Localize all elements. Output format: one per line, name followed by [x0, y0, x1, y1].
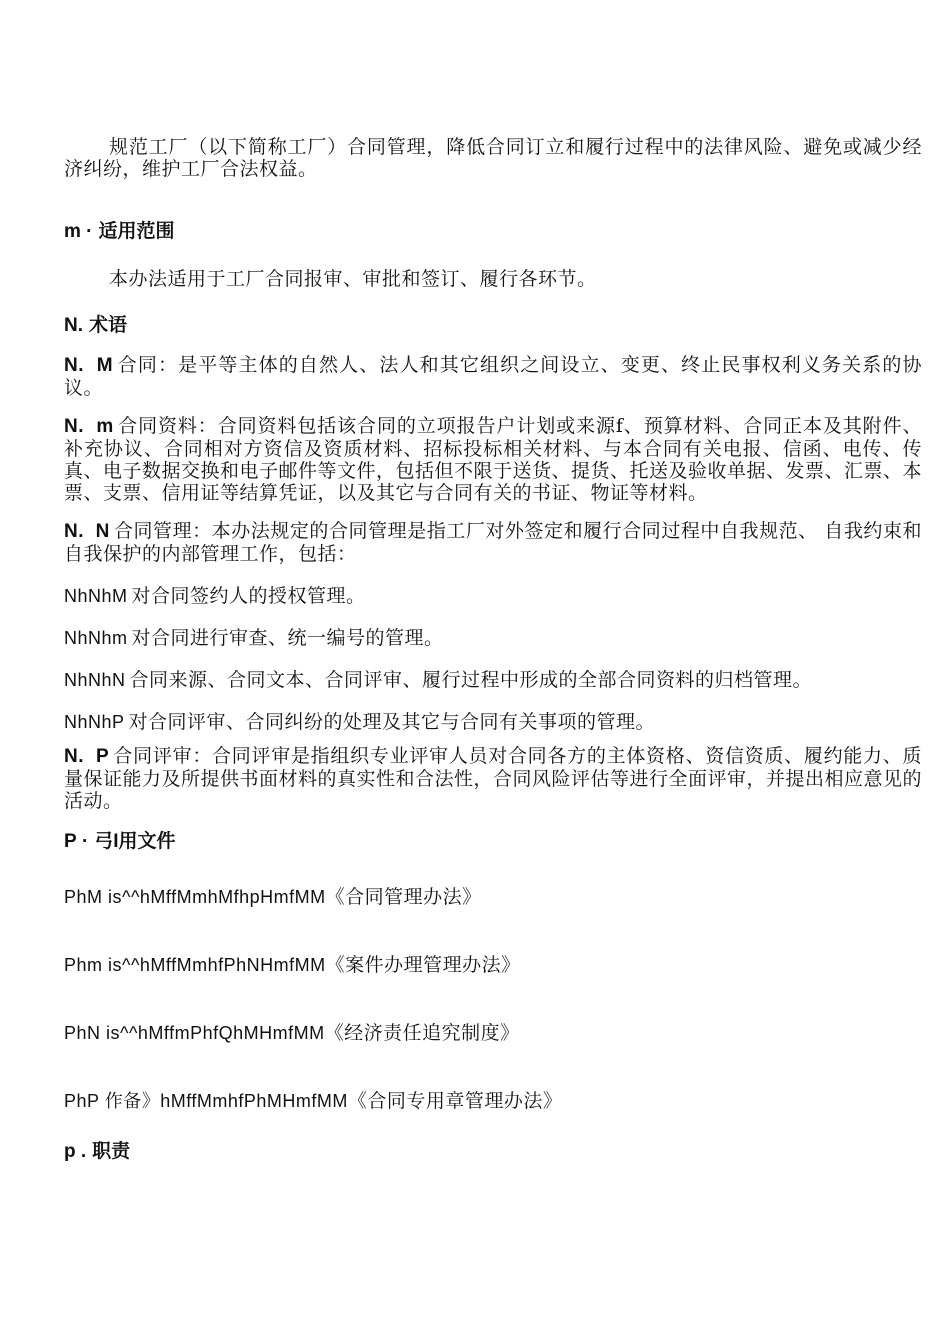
- section-number: m ·: [64, 221, 93, 242]
- term-text: 合同资料：合同资料包括该合同的立项报告户计划或来源f、预算材料、合同正本及其附件、补充协议、合同相对方资信及资质材料、招标投标相关材料、与本合同有关电报、信函、电传、传真、电子数据交换和电子邮件等文件，包括但不限于送货、提货、托送及验收单据、发票、汇票、本票、支票、信用证等结算凭证，以及其它与合同有关的书证、物证等材料。: [64, 415, 923, 504]
- subitem-text: 对合同进行审查、统一编号的管理。: [131, 627, 444, 649]
- term-text: 合同评审：合同评审是指组织专业评审人员对合同各方的主体资格、资信资质、履约能力、质量保证能力及所提供书面材料的真实性和合法性，合同风险评估等进行全面评审，并提出相应意见的活动。: [64, 745, 923, 812]
- term-contract-review: [64, 745, 922, 812]
- subitem-number: NhNhN: [64, 670, 126, 690]
- section-number: N.: [64, 315, 83, 336]
- subitem-review-numbering: [64, 627, 922, 649]
- reference-title: 《合同专用章管理办法》: [347, 1090, 563, 1112]
- scope-paragraph: 本办法适用于工厂合同报审、审批和签订、履行各环节。: [109, 268, 597, 290]
- term-number: N. m: [64, 416, 114, 437]
- reference-item: [64, 954, 922, 976]
- subitem-dispute-handling: [64, 711, 922, 733]
- reference-code: PhP 作备》hMffMmhfPhMHmfMM: [64, 1091, 348, 1111]
- term-contract-management: [64, 520, 922, 565]
- section-title: 术语: [89, 315, 128, 336]
- section-heading-references: [64, 830, 922, 854]
- term-text: 合同：是平等主体的自然人、法人和其它组织之间设立、变更、终止民事权利义务关系的协议。: [64, 354, 922, 399]
- document-page: [64, 128, 922, 1164]
- section-title: 弓I用文件: [94, 831, 176, 852]
- section-heading-scope: [64, 220, 922, 244]
- reference-code: PhM is^^hMffMmhMfhpHmfMM: [64, 887, 326, 907]
- section-heading-duties: [64, 1140, 922, 1164]
- reference-item: [64, 1090, 922, 1112]
- section-number: P ·: [64, 831, 89, 852]
- subitem-text: 对合同签约人的授权管理。: [131, 585, 366, 607]
- reference-item: [64, 1022, 922, 1044]
- reference-title: 《案件办理管理办法》: [325, 954, 521, 976]
- subitem-text: 对合同评审、合同纠纷的处理及其它与合同有关事项的管理。: [128, 711, 656, 733]
- reference-title: 《合同管理办法》: [325, 886, 482, 908]
- reference-title: 《经济责任追究制度》: [324, 1022, 520, 1044]
- reference-code: Phm is^^hMffMmhfPhNHmfMM: [64, 955, 326, 975]
- term-text: 合同管理：本办法规定的合同管理是指工厂对外签定和履行合同过程中自我规范、 自我约束和自我保护的内部管理工作，包括：: [64, 520, 923, 565]
- subitem-archiving: [64, 669, 922, 691]
- reference-code: PhN is^^hMffmPhfQhMHmfMM: [64, 1023, 325, 1043]
- term-number: N. M: [64, 355, 114, 376]
- term-contract-materials: [64, 415, 922, 504]
- section-title: 适用范围: [98, 221, 175, 242]
- section-title: 职责: [92, 1141, 131, 1162]
- subitem-text: 合同来源、合同文本、合同评审、履行过程中形成的全部合同资料的归档管理。: [129, 669, 813, 691]
- subitem-number: NhNhM: [64, 586, 128, 606]
- reference-item: [64, 886, 922, 908]
- subitem-number: NhNhm: [64, 628, 128, 648]
- term-contract: [64, 354, 922, 399]
- intro-paragraph: 规范工厂（以下简称工厂）合同管理，降低合同订立和履行过程中的法律风险、避免或减少经济纠纷，维护工厂合法权益。: [64, 136, 922, 180]
- subitem-number: NhNhP: [64, 712, 125, 732]
- term-number: N. P: [64, 746, 110, 767]
- subitem-authorization: [64, 585, 922, 607]
- term-number: N. N: [64, 521, 110, 542]
- section-number: p .: [64, 1141, 87, 1162]
- section-heading-terms: [64, 314, 922, 338]
